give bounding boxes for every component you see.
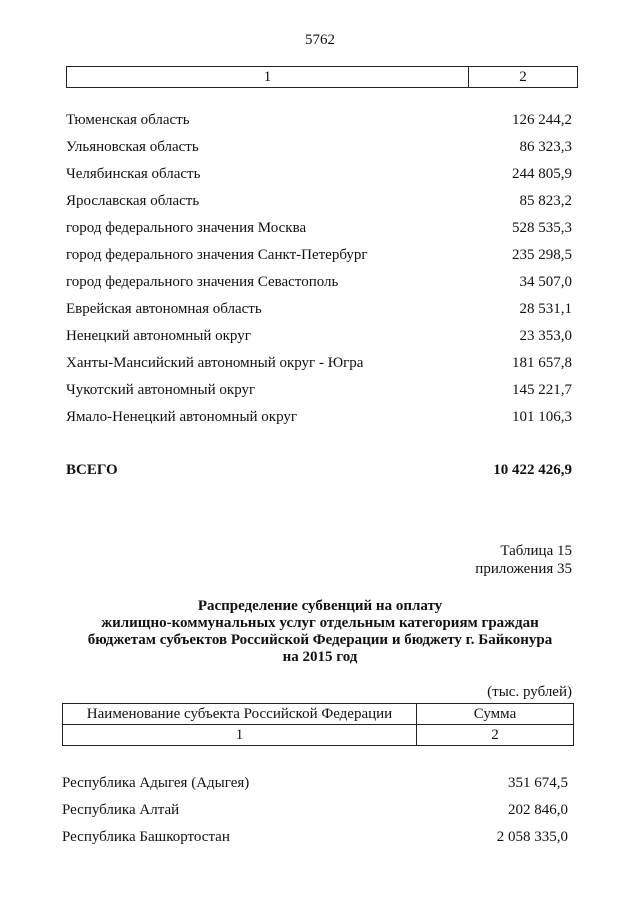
list-item: [66, 191, 572, 218]
list-item: [66, 137, 572, 164]
region-name: город федерального значения Санкт-Петербург: [66, 247, 368, 263]
page-number: 5762: [305, 32, 335, 48]
col-num-2: 2: [417, 725, 574, 746]
region-name: Тюменская область: [66, 112, 190, 128]
region-value: 28 531,1: [519, 301, 572, 317]
region-value: 528 535,3: [512, 220, 572, 236]
list-item: [66, 407, 572, 434]
second-column-header: [62, 703, 574, 746]
top-header-col2: 2: [469, 67, 578, 88]
region-name: Ненецкий автономный округ: [66, 328, 251, 344]
top-column-header: [66, 66, 578, 88]
list-item: [66, 299, 572, 326]
list-item: [66, 326, 572, 353]
title-line: на 2015 год: [282, 649, 358, 665]
subjects-list: [62, 773, 568, 854]
list-item: [66, 110, 572, 137]
region-value: 23 353,0: [519, 328, 572, 344]
subject-name: Республика Алтай: [62, 802, 180, 818]
table-number: Таблица 15: [500, 543, 572, 559]
region-value: 145 221,7: [512, 382, 572, 398]
subject-value: 202 846,0: [508, 802, 568, 818]
region-value: 244 805,9: [512, 166, 572, 182]
region-name: Ханты-Мансийский автономный округ - Югра: [66, 355, 364, 371]
region-name: Ямало-Ненецкий автономный округ: [66, 409, 298, 425]
col-title-subject: Наименование субъекта Российской Федерации: [63, 704, 417, 725]
region-value: 126 244,2: [512, 112, 572, 128]
region-name: город федерального значения Москва: [66, 220, 307, 236]
section-title: [0, 598, 640, 666]
list-item: [62, 800, 568, 827]
list-item: [66, 353, 572, 380]
region-value: 101 106,3: [512, 409, 572, 425]
title-line: бюджетам субъектов Российской Федерации и бюджету г. Байконура: [87, 632, 553, 648]
col-title-amount: Сумма: [417, 704, 574, 725]
subject-value: 2 058 335,0: [496, 829, 568, 845]
units-label: (тыс. рублей): [487, 684, 572, 700]
title-line: жилищно-коммунальных услуг отдельным категориям граждан: [101, 615, 539, 631]
list-item: [66, 218, 572, 245]
list-item: [62, 827, 568, 854]
subject-name: Республика Башкортостан: [62, 829, 230, 845]
region-name: Еврейская автономная область: [66, 301, 262, 317]
subject-name: Республика Адыгея (Адыгея): [62, 775, 250, 791]
region-value: 34 507,0: [519, 274, 572, 290]
col-num-1: 1: [63, 725, 417, 746]
total-label: ВСЕГО: [66, 462, 118, 478]
region-value: 86 323,3: [519, 139, 572, 155]
list-item: [62, 773, 568, 800]
total-value: 10 422 426,9: [493, 462, 572, 478]
title-line: Распределение субвенций на оплату: [197, 598, 443, 614]
list-item: [66, 272, 572, 299]
region-name: город федерального значения Севастополь: [66, 274, 339, 290]
regions-list: [66, 110, 572, 434]
region-value: 85 823,2: [519, 193, 572, 209]
subject-value: 351 674,5: [508, 775, 568, 791]
region-value: 181 657,8: [512, 355, 572, 371]
region-name: Ульяновская область: [66, 139, 199, 155]
region-name: Чукотский автономный округ: [66, 382, 256, 398]
table-caption: [475, 542, 572, 578]
top-header-col1: 1: [67, 67, 469, 88]
list-item: [66, 245, 572, 272]
list-item: [66, 380, 572, 407]
list-item: [66, 164, 572, 191]
region-value: 235 298,5: [512, 247, 572, 263]
region-name: Челябинская область: [66, 166, 201, 182]
region-name: Ярославская область: [66, 193, 200, 209]
appendix-number: приложения 35: [475, 561, 572, 577]
